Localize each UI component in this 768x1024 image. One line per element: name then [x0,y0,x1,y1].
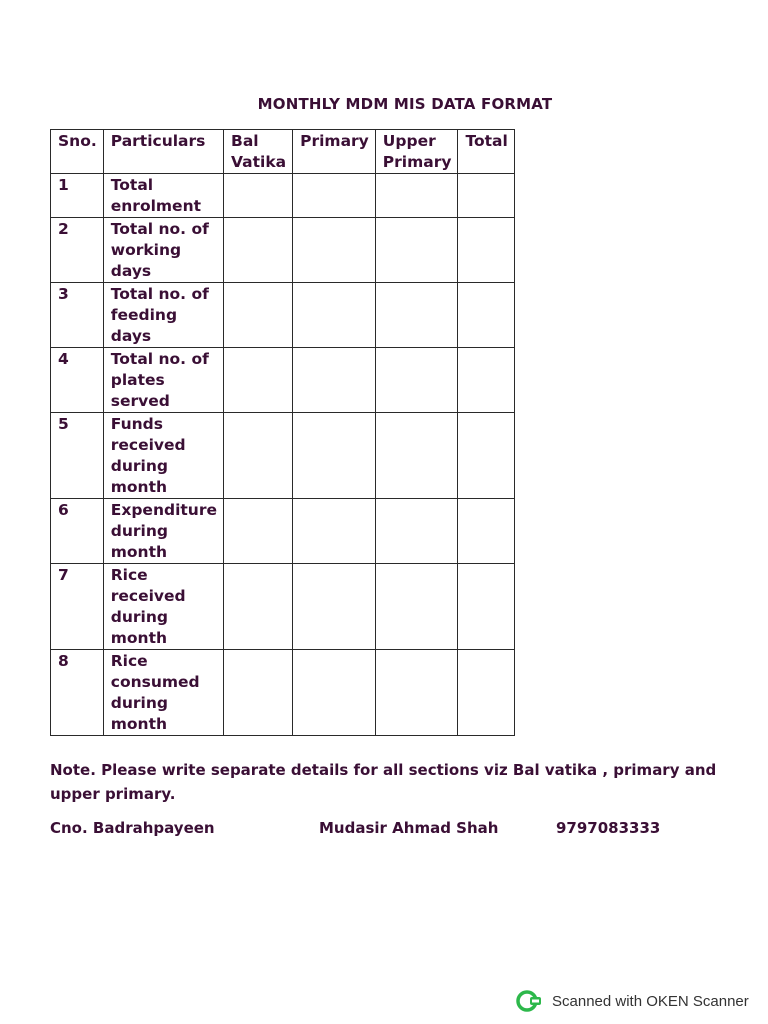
document-title: MONTHLY MDM MIS DATA FORMAT [257,95,553,113]
cell-total-value [458,283,514,348]
table-row [51,283,515,348]
cell-total-value [458,650,514,736]
cell-primary-value [293,413,376,499]
header-primary: Primary [293,130,376,174]
cell-bal-vatika-value [224,564,293,650]
table-row [51,650,515,736]
cell-upper-primary-value [375,348,458,413]
cell-upper-primary-value [375,564,458,650]
table-row [51,499,515,564]
cell-bal-vatika-value [224,650,293,736]
table-row [51,218,515,283]
scanner-watermark [516,990,749,1012]
cell-sno: 1 [51,174,104,218]
cell-primary-value [293,650,376,736]
cell-upper-primary-value [375,499,458,564]
cell-sno: 7 [51,564,104,650]
cell-bal-vatika-value [224,174,293,218]
cell-particulars: Funds received during month [103,413,223,499]
cell-bal-vatika-value [224,413,293,499]
cell-primary-value [293,499,376,564]
cell-primary-value [293,348,376,413]
cell-total-value [458,564,514,650]
cell-upper-primary-value [375,174,458,218]
cell-particulars: Total no. of plates served [103,348,223,413]
cell-bal-vatika-value [224,283,293,348]
table-header-row [51,130,515,174]
table-row [51,174,515,218]
cell-particulars: Rice consumed during month [103,650,223,736]
footer-name: Mudasir Ahmad Shah [319,819,499,837]
oken-scanner-logo-icon [516,990,544,1012]
cell-total-value [458,499,514,564]
note-text: Note. Please write separate details for all sections viz Bal vatika , primary and upper primary. [50,761,717,803]
cell-upper-primary-value [375,283,458,348]
cell-upper-primary-value [375,413,458,499]
footer-phone: 9797083333 [556,819,661,837]
cell-sno: 6 [51,499,104,564]
cell-particulars: Rice received during month [103,564,223,650]
cell-upper-primary-value [375,218,458,283]
cell-sno: 8 [51,650,104,736]
cell-bal-vatika-value [224,218,293,283]
cell-total-value [458,218,514,283]
cell-particulars: Total no. of working days [103,218,223,283]
table-row [51,348,515,413]
cell-upper-primary-value [375,650,458,736]
cell-sno: 2 [51,218,104,283]
header-bal-vatika: Bal Vatika [224,130,293,174]
cell-primary-value [293,564,376,650]
footer-cno: Cno. Badrahpayeen [50,819,215,837]
table-row [51,413,515,499]
cell-particulars: Total enrolment [103,174,223,218]
cell-total-value [458,348,514,413]
header-total: Total [458,130,514,174]
cell-total-value [458,174,514,218]
cell-primary-value [293,283,376,348]
header-sno: Sno. [51,130,104,174]
cell-bal-vatika-value [224,499,293,564]
cell-sno: 4 [51,348,104,413]
scanner-watermark-text: Scanned with OKEN Scanner [552,992,749,1010]
cell-sno: 5 [51,413,104,499]
mdm-data-table [50,129,515,736]
cell-particulars: Expenditure during month [103,499,223,564]
cell-primary-value [293,218,376,283]
cell-total-value [458,413,514,499]
cell-primary-value [293,174,376,218]
header-upper-primary: Upper Primary [375,130,458,174]
cell-particulars: Total no. of feeding days [103,283,223,348]
cell-sno: 3 [51,283,104,348]
cell-bal-vatika-value [224,348,293,413]
table-row [51,564,515,650]
header-particulars: Particulars [103,130,223,174]
